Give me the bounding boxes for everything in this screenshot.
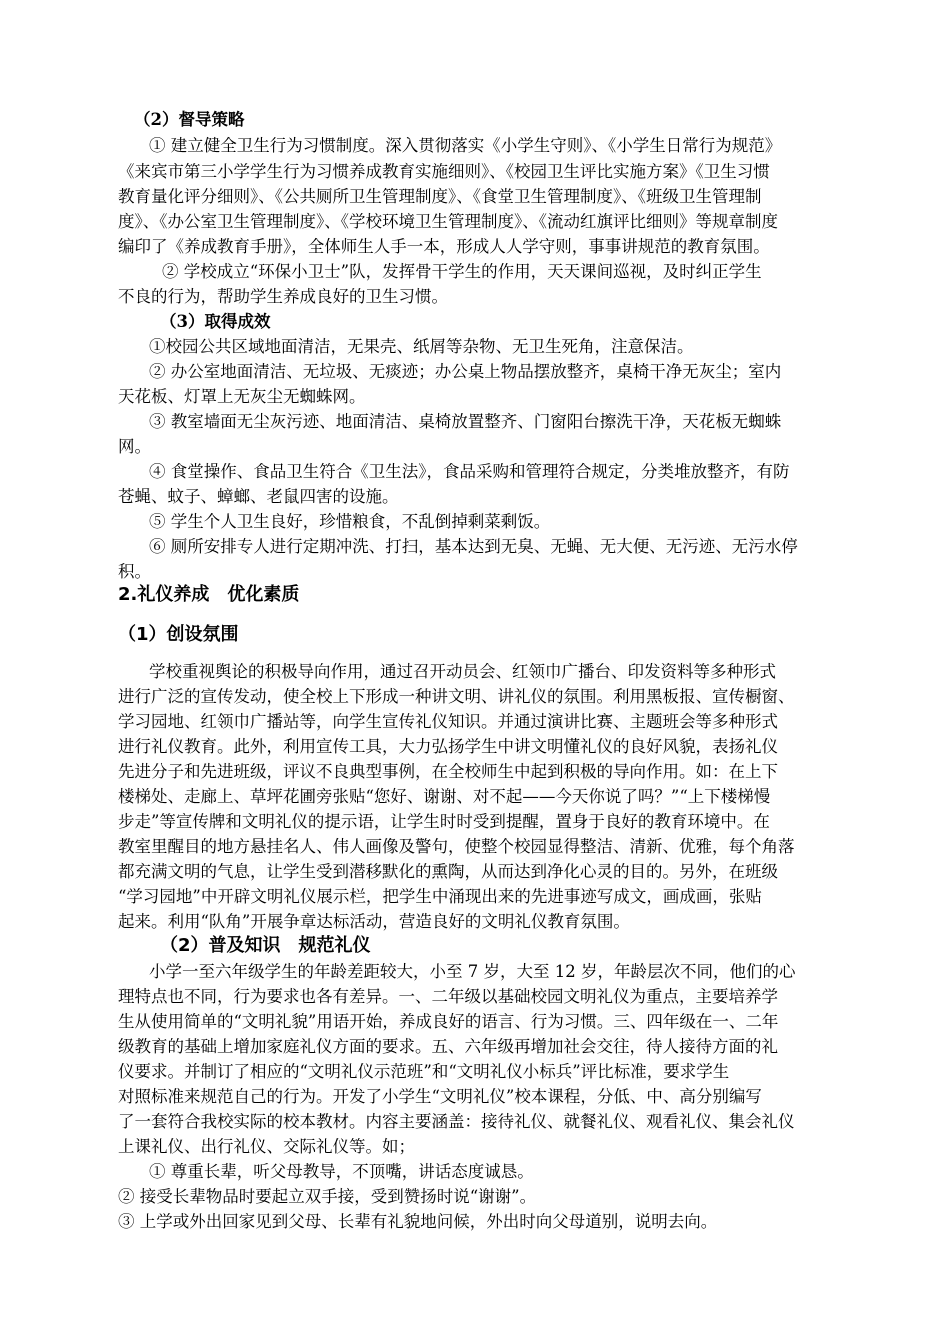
list-item: 网。 <box>118 437 151 456</box>
paragraph-line: 教室里醒目的地方悬挂名人、伟人画像及警句，使整个校园显得整洁、清新、优雅，每个角落 <box>118 837 795 856</box>
list-item: 苍蝇、蚊子、蟑螂、老鼠四害的设施。 <box>118 487 399 506</box>
paragraph-line: “学习园地”中开辟文明礼仪展示栏，把学生中涌现出来的先进事迹写成文，画成画，张贴 <box>118 887 762 906</box>
paragraph-line: 不良的行为，帮助学生养成良好的卫生习惯。 <box>118 287 448 306</box>
paragraph-line: 起来。利用“队角”开展争章达标活动，营造良好的文明礼仪教育氛围。 <box>118 912 630 931</box>
section-heading-supervision-strategy: （2）督导策略 <box>134 110 245 129</box>
paragraph-line: 生从使用简单的“文明礼貌”用语开始，养成良好的语言、行为习惯。三、四年级在一、二年 <box>118 1012 779 1031</box>
list-item: ⑤ 学生个人卫生良好，珍惜粮食，不乱倒掉剩菜剩饭。 <box>149 512 551 531</box>
paragraph-line: ① 建立健全卫生行为习惯制度。深入贯彻落实《小学生守则》、《小学生日常行为规范》 <box>149 136 782 155</box>
subsection-heading-knowledge: （2）普及知识 规范礼仪 <box>160 935 371 956</box>
paragraph-line: 小学一至六年级学生的年龄差距较大，小至 7 岁，大至 12 岁，年龄层次不同，他们的心 <box>149 962 796 981</box>
section-heading-etiquette: 2.礼仪养成 优化素质 <box>118 584 300 605</box>
paragraph-line: 进行广泛的宣传发动，使全校上下形成一种讲文明、讲礼仪的氛围。利用黑板报、宣传橱窗、 <box>118 687 795 706</box>
paragraph-line: 先进分子和先进班级，评议不良典型事例，在全校师生中起到积极的导向作用。如：在上下 <box>118 762 778 781</box>
paragraph-line: 上课礼仪、出行礼仪、交际礼仪等。如； <box>118 1137 415 1156</box>
list-item: ③ 教室墙面无尘灰污迹、地面清洁、桌椅放置整齐、门窗阳台擦洗干净，天花板无蜘蛛 <box>149 412 782 431</box>
list-item: 积。 <box>118 562 151 581</box>
paragraph-line: 都充满文明的气息，让学生受到潜移默化的熏陶，从而达到净化心灵的目的。另外，在班级 <box>118 862 778 881</box>
paragraph-line: 级教育的基础上增加家庭礼仪方面的要求。五、六年级再增加社会交往，待人接待方面的礼 <box>118 1037 778 1056</box>
list-item: ①校园公共区域地面清洁，无果壳、纸屑等杂物、无卫生死角，注意保洁。 <box>149 337 694 356</box>
paragraph-line: 对照标准来规范自己的行为。开发了小学生“文明礼仪”校本课程，分低、中、高分别编写 <box>118 1087 762 1106</box>
list-item: ③ 上学或外出回家见到父母、长辈有礼貌地问候，外出时向父母道别，说明去向。 <box>118 1212 718 1231</box>
paragraph-line: 编印了《养成教育手册》，全体师生人手一本，形成人人学守则，事事讲规范的教育氛围。 <box>118 237 770 256</box>
list-item: ⑥ 厕所安排专人进行定期冲洗、打扫，基本达到无臭、无蝇、无大便、无污迹、无污水停 <box>149 537 798 556</box>
paragraph-line: 仪要求。并制订了相应的“文明礼仪示范班”和“文明礼仪小标兵”评比标准，要求学生 <box>118 1062 730 1081</box>
paragraph-line: 进行礼仪教育。此外，利用宣传工具，大力弘扬学生中讲文明懂礼仪的良好风貌，表扬礼仪 <box>118 737 778 756</box>
paragraph-line: 了一套符合我校实际的校本教材。内容主要涵盖：接待礼仪、就餐礼仪、观看礼仪、集会礼仪 <box>118 1112 795 1131</box>
list-item: ② 办公室地面清洁、无垃圾、无痰迹；办公桌上物品摆放整齐，桌椅干净无灰尘；室内 <box>149 362 782 381</box>
list-item: 天花板、灯罩上无灰尘无蜘蛛网。 <box>118 387 366 406</box>
paragraph-line: 步走”等宣传牌和文明礼仪的提示语，让学生时时受到提醒，置身于良好的教育环境中。在 <box>118 812 770 831</box>
paragraph-line: 度》、《办公室卫生管理制度》、《学校环境卫生管理制度》、《流动红旗评比细则》等规章制度 <box>118 212 778 231</box>
paragraph-line: 学校重视舆论的积极导向作用，通过召开动员会、红领巾广播台、印发资料等多种形式 <box>149 662 776 681</box>
paragraph-line: 楼梯处、走廊上、草坪花圃旁张贴“您好、谢谢、对不起——今天你说了吗？”“上下楼梯慢 <box>118 787 771 806</box>
paragraph-line: 教育量化评分细则》、《公共厕所卫生管理制度》、《食堂卫生管理制度》、《班级卫生管理制 <box>118 187 762 206</box>
subsection-heading-atmosphere: （1）创设氛围 <box>118 624 239 645</box>
list-item: ② 接受长辈物品时要起立双手接，受到赞扬时说“谢谢”。 <box>118 1187 537 1206</box>
paragraph-line: ② 学校成立“环保小卫士”队，发挥骨干学生的作用，天天课间巡视，及时纠正学生 <box>162 262 762 281</box>
paragraph-line: 《来宾市第三小学学生行为习惯养成教育实施细则》、《校园卫生评比实施方案》《卫生习惯 <box>118 162 770 181</box>
list-item: ① 尊重长辈，听父母教导，不顶嘴，讲话态度诚恳。 <box>149 1162 534 1181</box>
paragraph-line: 学习园地、红领巾广播站等，向学生宣传礼仪知识。并通过演讲比赛、主题班会等多种形式 <box>118 712 778 731</box>
paragraph-line: 理特点也不同，行为要求也各有差异。一、二年级以基础校园文明礼仪为重点，主要培养学 <box>118 987 778 1006</box>
list-item: ④ 食堂操作、食品卫生符合《卫生法》，食品采购和管理符合规定，分类堆放整齐，有防 <box>149 462 790 481</box>
section-heading-achievements: （3）取得成效 <box>160 312 271 331</box>
